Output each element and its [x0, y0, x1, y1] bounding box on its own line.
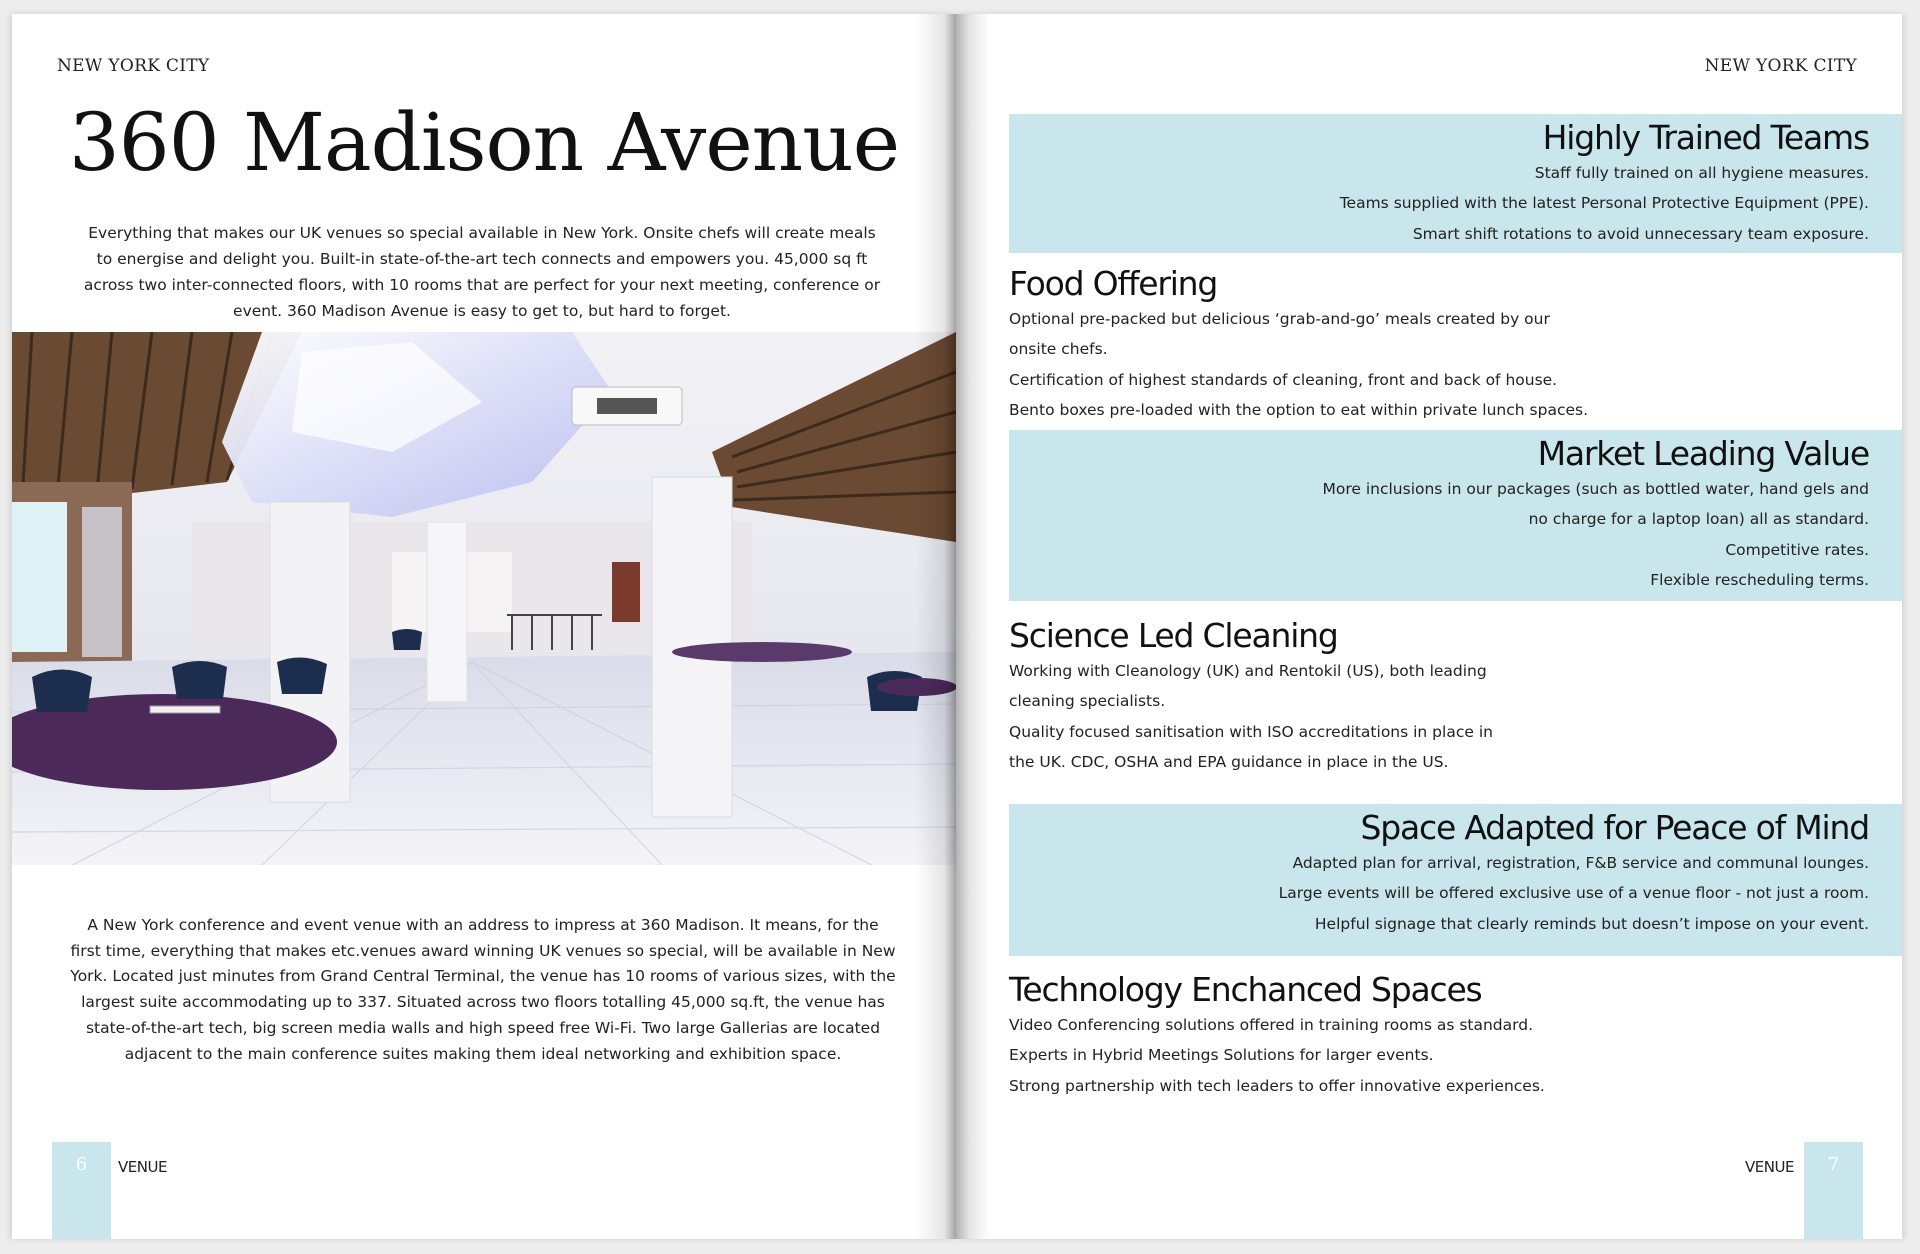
section-technology-spaces [1009, 970, 1869, 1101]
page-number: 7 [1827, 1154, 1840, 1175]
section-item: Adapted plan for arrival, registration, F&B service and communal lounges. [1292, 854, 1869, 872]
section-item: Video Conferencing solutions offered in training rooms as standard. [1009, 1016, 1534, 1034]
page-number: 6 [75, 1154, 88, 1175]
section-item: Optional pre-packed but delicious ‘grab-and-go’ meals created by our onsite chefs. [1009, 310, 1550, 359]
section-item: Experts in Hybrid Meetings Solutions for larger events. [1009, 1046, 1434, 1065]
intro-paragraph: Everything that makes our UK venues so special available in New York. Onsite chefs will create meals to energise and delight you. Built-in state-of-the-art tech connects and empowers you. 45,000 sq ft across two inter-connected floors, with 10 rooms that are perfect for your next meeting, conference or event. 360 Madison Avenue is easy to get to, but hard to forget. [83, 224, 881, 320]
section-heading: Technology Enchanced Spaces [1009, 970, 1482, 1009]
section-item: Bento boxes pre-loaded with the option to eat within private lunch spaces. [1009, 400, 1589, 419]
left-page [12, 14, 956, 1239]
section-item: Working with Cleanology (UK) and Rentokil (US), both leading cleaning specialists. [1009, 662, 1487, 711]
section-item: Helpful signage that clearly reminds but doesn’t impose on your event. [1314, 914, 1869, 933]
running-head-left: NEW YORK CITY [57, 56, 210, 76]
running-head-right: NEW YORK CITY [1704, 56, 1857, 76]
section-heading: Science Led Cleaning [1009, 616, 1338, 655]
section-space-adapted [1009, 808, 1869, 939]
section-heading: Space Adapted for Peace of Mind [1360, 808, 1869, 847]
section-item: Teams supplied with the latest Personal Protective Equipment (PPE). [1339, 194, 1869, 213]
section-item: Smart shift rotations to avoid unnecessary team exposure. [1412, 224, 1869, 243]
magazine-spread [12, 14, 1902, 1239]
section-item: Competitive rates. [1725, 540, 1869, 559]
section-highly-trained-teams [1009, 118, 1869, 249]
venue-photo [12, 332, 956, 865]
page-number-tab-right [1804, 1142, 1863, 1239]
section-heading: Market Leading Value [1537, 434, 1869, 473]
right-page [956, 14, 1902, 1239]
section-science-led-cleaning [1009, 616, 1869, 777]
section-food-offering [1009, 264, 1869, 425]
section-item: Flexible rescheduling terms. [1650, 570, 1869, 589]
page-number-tab-left [52, 1142, 111, 1239]
section-heading: Highly Trained Teams [1542, 118, 1869, 157]
section-item: Quality focused sanitisation with ISO accreditations in place in the UK. CDC, OSHA and EPA guidance in place in the US. [1009, 722, 1493, 771]
section-item: Large events will be offered exclusive use of a venue floor - not just a room. [1278, 884, 1869, 903]
column-center [427, 522, 467, 702]
footer-section-label: VENUE [118, 1158, 167, 1176]
page-title: 360 Madison Avenue [68, 96, 900, 189]
section-item: More inclusions in our packages (such as bottled water, hand gels and no charge for a laptop loan) all as standard. [1322, 480, 1869, 529]
section-market-leading-value [1009, 434, 1869, 595]
gutter-shadow-right [956, 14, 990, 1239]
section-item: Certification of highest standards of cleaning, front and back of house. [1009, 370, 1558, 389]
footer-section-label: VENUE [1745, 1158, 1794, 1176]
venue-interior-illustration [12, 332, 956, 865]
body-paragraph: A New York conference and event venue with an address to impress at 360 Madison. It means, for the first time, everything that makes etc.venues award winning UK venues so special, will be available in New York. Located just minutes from Grand Central Terminal, the venue has 10 rooms of various sizes, with the largest suite accommodating up to 337. Situated across two floors totalling 45,000 sq.ft, the venue has state-of-the-art tech, big screen media walls and high speed free Wi-Fi. Two large Gallerias are located adjacent to the main conference suites making them ideal networking and exhibition space. [70, 916, 896, 1063]
section-item: Strong partnership with tech leaders to offer innovative experiences. [1009, 1076, 1545, 1095]
section-heading: Food Offering [1009, 264, 1218, 303]
section-item: Staff fully trained on all hygiene measures. [1534, 164, 1869, 182]
